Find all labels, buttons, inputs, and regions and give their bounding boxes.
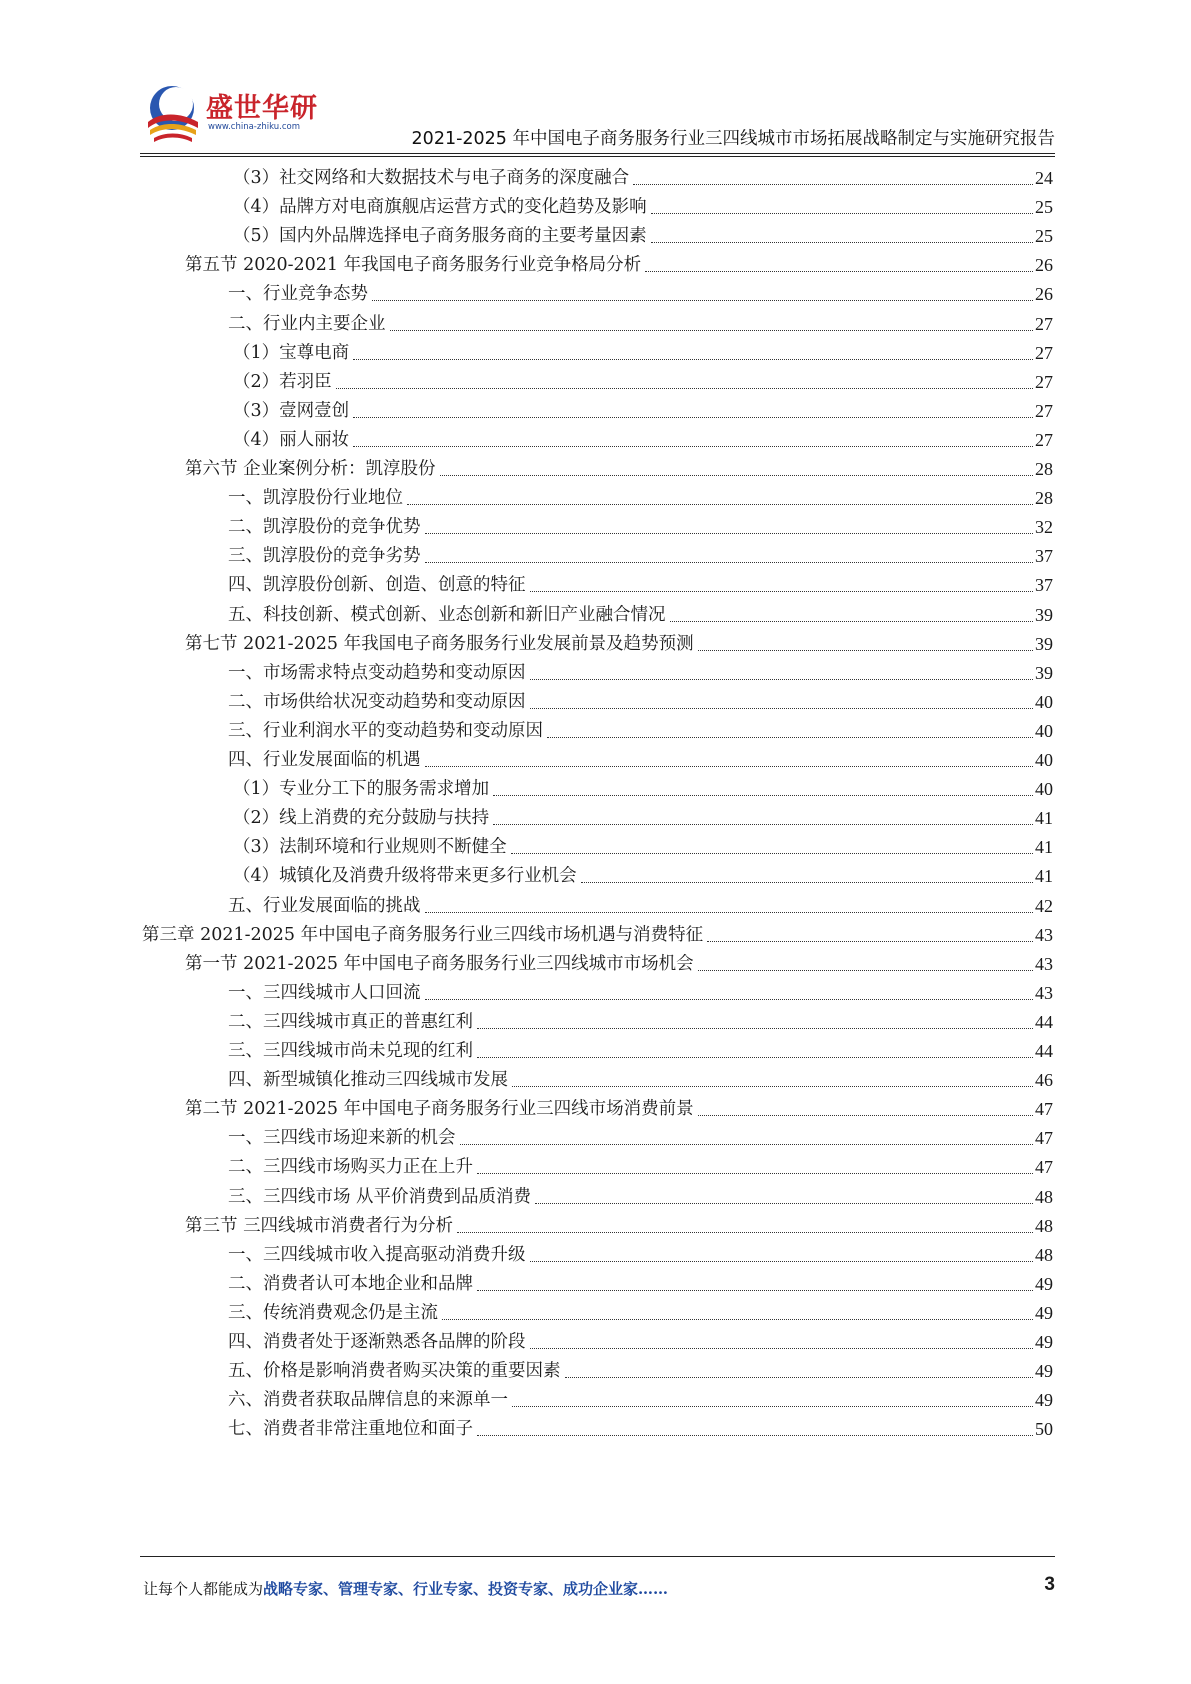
toc-leader-dots [651,242,1033,243]
toc-entry-page: 44 [1035,1041,1053,1061]
toc-entry-title: 三、行业利润水平的变动趋势和变动原因 [228,720,543,741]
toc-entry[interactable] [228,975,1053,1005]
toc-entry-title: 一、三四线市场迎来新的机会 [228,1128,456,1149]
header-divider-thin [140,156,1055,157]
header-divider [140,153,1055,154]
toc-entry-title: 三、传统消费观念仍是主流 [228,1302,438,1323]
toc-entry-title: 四、行业发展面临的机遇 [228,750,421,770]
toc-entry-title: 一、行业竞争态势 [228,284,368,305]
toc-leader-dots [707,941,1033,942]
toc-entry[interactable] [185,626,1053,656]
toc-entry-title: 二、三四线市场购买力正在上升 [228,1157,473,1178]
company-logo [140,82,318,146]
toc-entry-page: 37 [1035,546,1053,567]
toc-entry-title: 一、三四线城市收入提高驱动消费升级 [228,1244,526,1265]
toc-entry[interactable] [228,1149,1053,1179]
toc-entry[interactable] [233,189,1053,219]
toc-entry-title: 第三节 三四线城市消费者行为分析 [185,1215,454,1236]
toc-entry-page: 48 [1035,1244,1053,1265]
toc-entry-title: （1）专业分工下的服务需求增加 [233,779,490,800]
toc-leader-dots [530,679,1034,680]
toc-leader-dots [353,359,1033,360]
toc-entry-page: 27 [1035,371,1053,392]
toc-entry-title: 五、科技创新、模式创新、业态创新和新旧产业融合情况 [228,604,666,625]
toc-leader-dots [460,1144,1034,1145]
toc-entry-page: 39 [1035,604,1053,625]
toc-entry[interactable] [142,917,1053,947]
page-header [0,0,1191,150]
toc-entry-page: 47 [1035,1099,1053,1120]
toc-entry-page: 40 [1035,720,1053,741]
toc-entry-page: 41 [1035,808,1053,829]
toc-entry-title: （3）法制环境和行业规则不断健全 [233,837,507,858]
toc-entry[interactable] [228,684,1053,714]
toc-entry[interactable] [228,1266,1053,1296]
toc-entry-title: 三、三四线市场 从平价消费到品质消费 [228,1186,532,1207]
toc-leader-dots [512,1086,1033,1087]
toc-leader-dots [477,1173,1033,1174]
toc-entry[interactable] [228,1382,1053,1412]
toc-entry[interactable] [233,335,1053,365]
toc-entry[interactable] [233,218,1053,248]
report-title: 2021-2025 年中国电子商务服务行业三四线城市市场拓展战略制定与实施研究报告 [411,129,1055,149]
toc-entry-title: （5）国内外品牌选择电子商务服务商的主要考量因素 [233,226,647,247]
toc-leader-dots [512,1406,1033,1407]
toc-leader-dots [425,999,1034,1000]
toc-leader-dots [530,591,1034,592]
toc-leader-dots [442,1319,1033,1320]
toc-leader-dots [535,1203,1033,1204]
toc-entry-title: 五、行业发展面临的挑战 [228,895,421,916]
toc-entry-title: 五、价格是影响消费者购买决策的重要因素 [228,1361,561,1382]
toc-leader-dots [493,795,1033,796]
toc-entry-page: 28 [1035,459,1053,479]
toc-entry[interactable] [185,1091,1053,1121]
toc-leader-dots [425,766,1034,767]
toc-leader-dots [425,533,1034,534]
toc-entry[interactable] [228,713,1053,743]
toc-leader-dots [353,446,1033,447]
toc-leader-dots [651,213,1033,214]
toc-leader-dots [645,271,1033,272]
toc-entry-title: 一、市场需求特点变动趋势和变动原因 [228,662,526,683]
logo-emblem-icon [140,82,206,146]
toc-entry-page: 39 [1035,662,1053,683]
toc-entry-page: 26 [1035,255,1053,276]
toc-entry[interactable] [228,509,1053,539]
footer-divider [140,1556,1055,1557]
toc-entry-page: 42 [1035,895,1053,916]
toc-entry[interactable] [228,1324,1053,1354]
toc-entry-page: 25 [1035,226,1053,247]
toc-entry[interactable] [233,393,1053,423]
toc-entry-page: 44 [1035,1011,1053,1032]
toc-entry[interactable] [228,1033,1053,1063]
toc-entry-title: 一、三四线城市人口回流 [228,982,421,1003]
toc-entry-page: 26 [1035,284,1053,305]
toc-leader-dots [390,330,1034,331]
toc-entry-title: 第六节 企业案例分析：凯淳股份 [185,459,436,479]
toc-entry-title: 第五节 2020-2021 年我国电子商务服务行业竞争格局分析 [185,255,642,276]
toc-entry[interactable] [233,829,1053,859]
toc-leader-dots [511,853,1033,854]
toc-leader-dots [407,504,1033,505]
toc-entry-page: 43 [1035,924,1053,945]
toc-entry[interactable] [228,1062,1053,1092]
toc-entry-title: 三、凯淳股份的竞争劣势 [228,546,421,567]
toc-entry[interactable] [228,1179,1053,1209]
toc-entry-title: （1）宝尊电商 [233,342,350,363]
toc-entry[interactable] [228,1353,1053,1383]
toc-leader-dots [530,708,1034,709]
toc-entry-page: 28 [1035,488,1053,509]
toc-entry-page: 47 [1035,1128,1053,1149]
toc-entry-title: （4）城镇化及消费升级将带来更多行业机会 [233,866,577,887]
toc-entry[interactable] [228,742,1053,772]
toc-leader-dots [670,621,1034,622]
toc-entry-page: 27 [1035,342,1053,363]
toc-entry[interactable] [228,567,1053,597]
toc-entry-page: 41 [1035,837,1053,858]
toc-entry[interactable] [185,1208,1053,1238]
toc-entry-page: 46 [1035,1070,1053,1091]
toc-entry[interactable] [228,306,1053,336]
toc-entry-page: 40 [1035,750,1053,770]
toc-entry-page: 41 [1035,866,1053,887]
toc-leader-dots [565,1377,1034,1378]
toc-entry-page: 50 [1035,1419,1053,1440]
toc-entry-title: （4）品牌方对电商旗舰店运营方式的变化趋势及影响 [233,197,647,218]
toc-entry[interactable] [228,1004,1053,1034]
toc-entry-title: （2）若羽臣 [233,371,332,392]
toc-entry-page: 40 [1035,779,1053,800]
toc-entry-title: 三、三四线城市尚未兑现的红利 [228,1041,473,1061]
toc-entry-title: 二、市场供给状况变动趋势和变动原因 [228,691,526,712]
toc-leader-dots [457,1232,1033,1233]
toc-entry[interactable] [233,771,1053,801]
toc-entry-title: 二、凯淳股份的竞争优势 [228,517,421,538]
toc-entry[interactable] [228,1120,1053,1150]
toc-entry-title: 第七节 2021-2025 年我国电子商务服务行业发展前景及趋势预测 [185,633,694,654]
toc-entry-page: 27 [1035,429,1053,450]
toc-entry[interactable] [233,422,1053,452]
toc-entry[interactable] [228,1237,1053,1267]
toc-leader-dots [581,882,1033,883]
toc-leader-dots [530,1261,1034,1262]
toc-entry-page: 43 [1035,982,1053,1003]
toc-entry[interactable] [228,597,1053,627]
toc-leader-dots [477,1057,1033,1058]
toc-leader-dots [698,1115,1033,1116]
logo-url: www.china-zhiku.com [208,122,300,132]
toc-entry-page: 39 [1035,633,1053,654]
toc-leader-dots [372,300,1033,301]
toc-leader-dots [440,475,1033,476]
toc-entry-title: 一、凯淳股份行业地位 [228,488,403,509]
toc-entry-page: 49 [1035,1273,1053,1294]
toc-entry-title: （3）社交网络和大数据技术与电子商务的深度融合 [233,168,630,188]
toc-entry[interactable] [228,276,1053,306]
toc-entry-page: 47 [1035,1157,1053,1178]
toc-entry[interactable] [185,451,1053,481]
toc-leader-dots [477,1290,1033,1291]
toc-entry-page: 48 [1035,1186,1053,1207]
toc-entry-title: （3）壹网壹创 [233,400,350,421]
toc-entry-title: 四、消费者处于逐渐熟悉各品牌的阶段 [228,1332,526,1352]
toc-entry[interactable] [185,946,1053,976]
toc-entry-title: 六、消费者获取品牌信息的来源单一 [228,1390,508,1411]
toc-entry-page: 32 [1035,517,1053,538]
toc-entry-page: 27 [1035,400,1053,421]
toc-entry[interactable] [233,364,1053,394]
toc-entry-page: 49 [1035,1361,1053,1382]
toc-entry[interactable] [228,888,1053,918]
toc-entry-title: 二、三四线城市真正的普惠红利 [228,1011,473,1032]
toc-entry[interactable] [228,1411,1053,1441]
logo-text: 盛世华研 [206,93,318,124]
toc-entry-title: 二、消费者认可本地企业和品牌 [228,1273,473,1294]
toc-entry[interactable] [228,655,1053,685]
toc-leader-dots [530,1348,1034,1349]
toc-entry[interactable] [228,538,1053,568]
toc-leader-dots [425,912,1034,913]
toc-leader-dots [425,562,1034,563]
toc-entry[interactable] [228,1295,1053,1325]
toc-entry-title: 二、行业内主要企业 [228,313,386,334]
toc-entry-page: 27 [1035,313,1053,334]
toc-leader-dots [547,737,1033,738]
toc-entry-page: 43 [1035,953,1053,974]
page-number: 3 [1044,1574,1055,1595]
toc-entry-page: 40 [1035,691,1053,712]
footer-slogan-prefix: 让每个人都能成为 [143,1580,264,1598]
toc-entry[interactable] [233,858,1053,888]
toc-leader-dots [493,824,1033,825]
toc-entry-title: 四、新型城镇化推动三四线城市发展 [228,1070,508,1091]
toc-entry-page: 25 [1035,197,1053,218]
toc-entry-page: 48 [1035,1215,1053,1236]
toc-leader-dots [477,1435,1033,1436]
toc-leader-dots [353,417,1033,418]
toc-entry-title: 四、凯淳股份创新、创造、创意的特征 [228,575,526,596]
toc-entry-title: 第二节 2021-2025 年中国电子商务服务行业三四线市场消费前景 [185,1099,694,1120]
toc-entry-title: 第一节 2021-2025 年中国电子商务服务行业三四线城市市场机会 [185,953,694,974]
toc-entry-title: （2）线上消费的充分鼓励与扶持 [233,808,490,829]
toc-entry[interactable] [233,800,1053,830]
toc-entry-title: （4）丽人丽妆 [233,429,350,450]
toc-entry-page: 37 [1035,575,1053,596]
toc-entry[interactable] [233,160,1053,190]
toc-entry-title: 七、消费者非常注重地位和面子 [228,1419,473,1440]
toc-entry[interactable] [185,247,1053,277]
toc-entry[interactable] [228,480,1053,510]
toc-entry-page: 49 [1035,1332,1053,1352]
toc-entry-page: 49 [1035,1302,1053,1323]
toc-entry-page: 24 [1035,168,1053,188]
toc-leader-dots [336,388,1033,389]
toc-leader-dots [698,650,1033,651]
footer-slogan [143,1578,668,1599]
toc-leader-dots [698,970,1033,971]
toc-leader-dots [633,184,1033,185]
toc-entry-title: 第三章 2021-2025 年中国电子商务服务行业三四线市场机遇与消费特征 [142,924,704,945]
footer-slogan-highlight: 战略专家、管理专家、行业专家、投资专家、成功企业家…… [263,1580,669,1598]
toc-leader-dots [477,1028,1033,1029]
toc-entry-page: 49 [1035,1390,1053,1411]
